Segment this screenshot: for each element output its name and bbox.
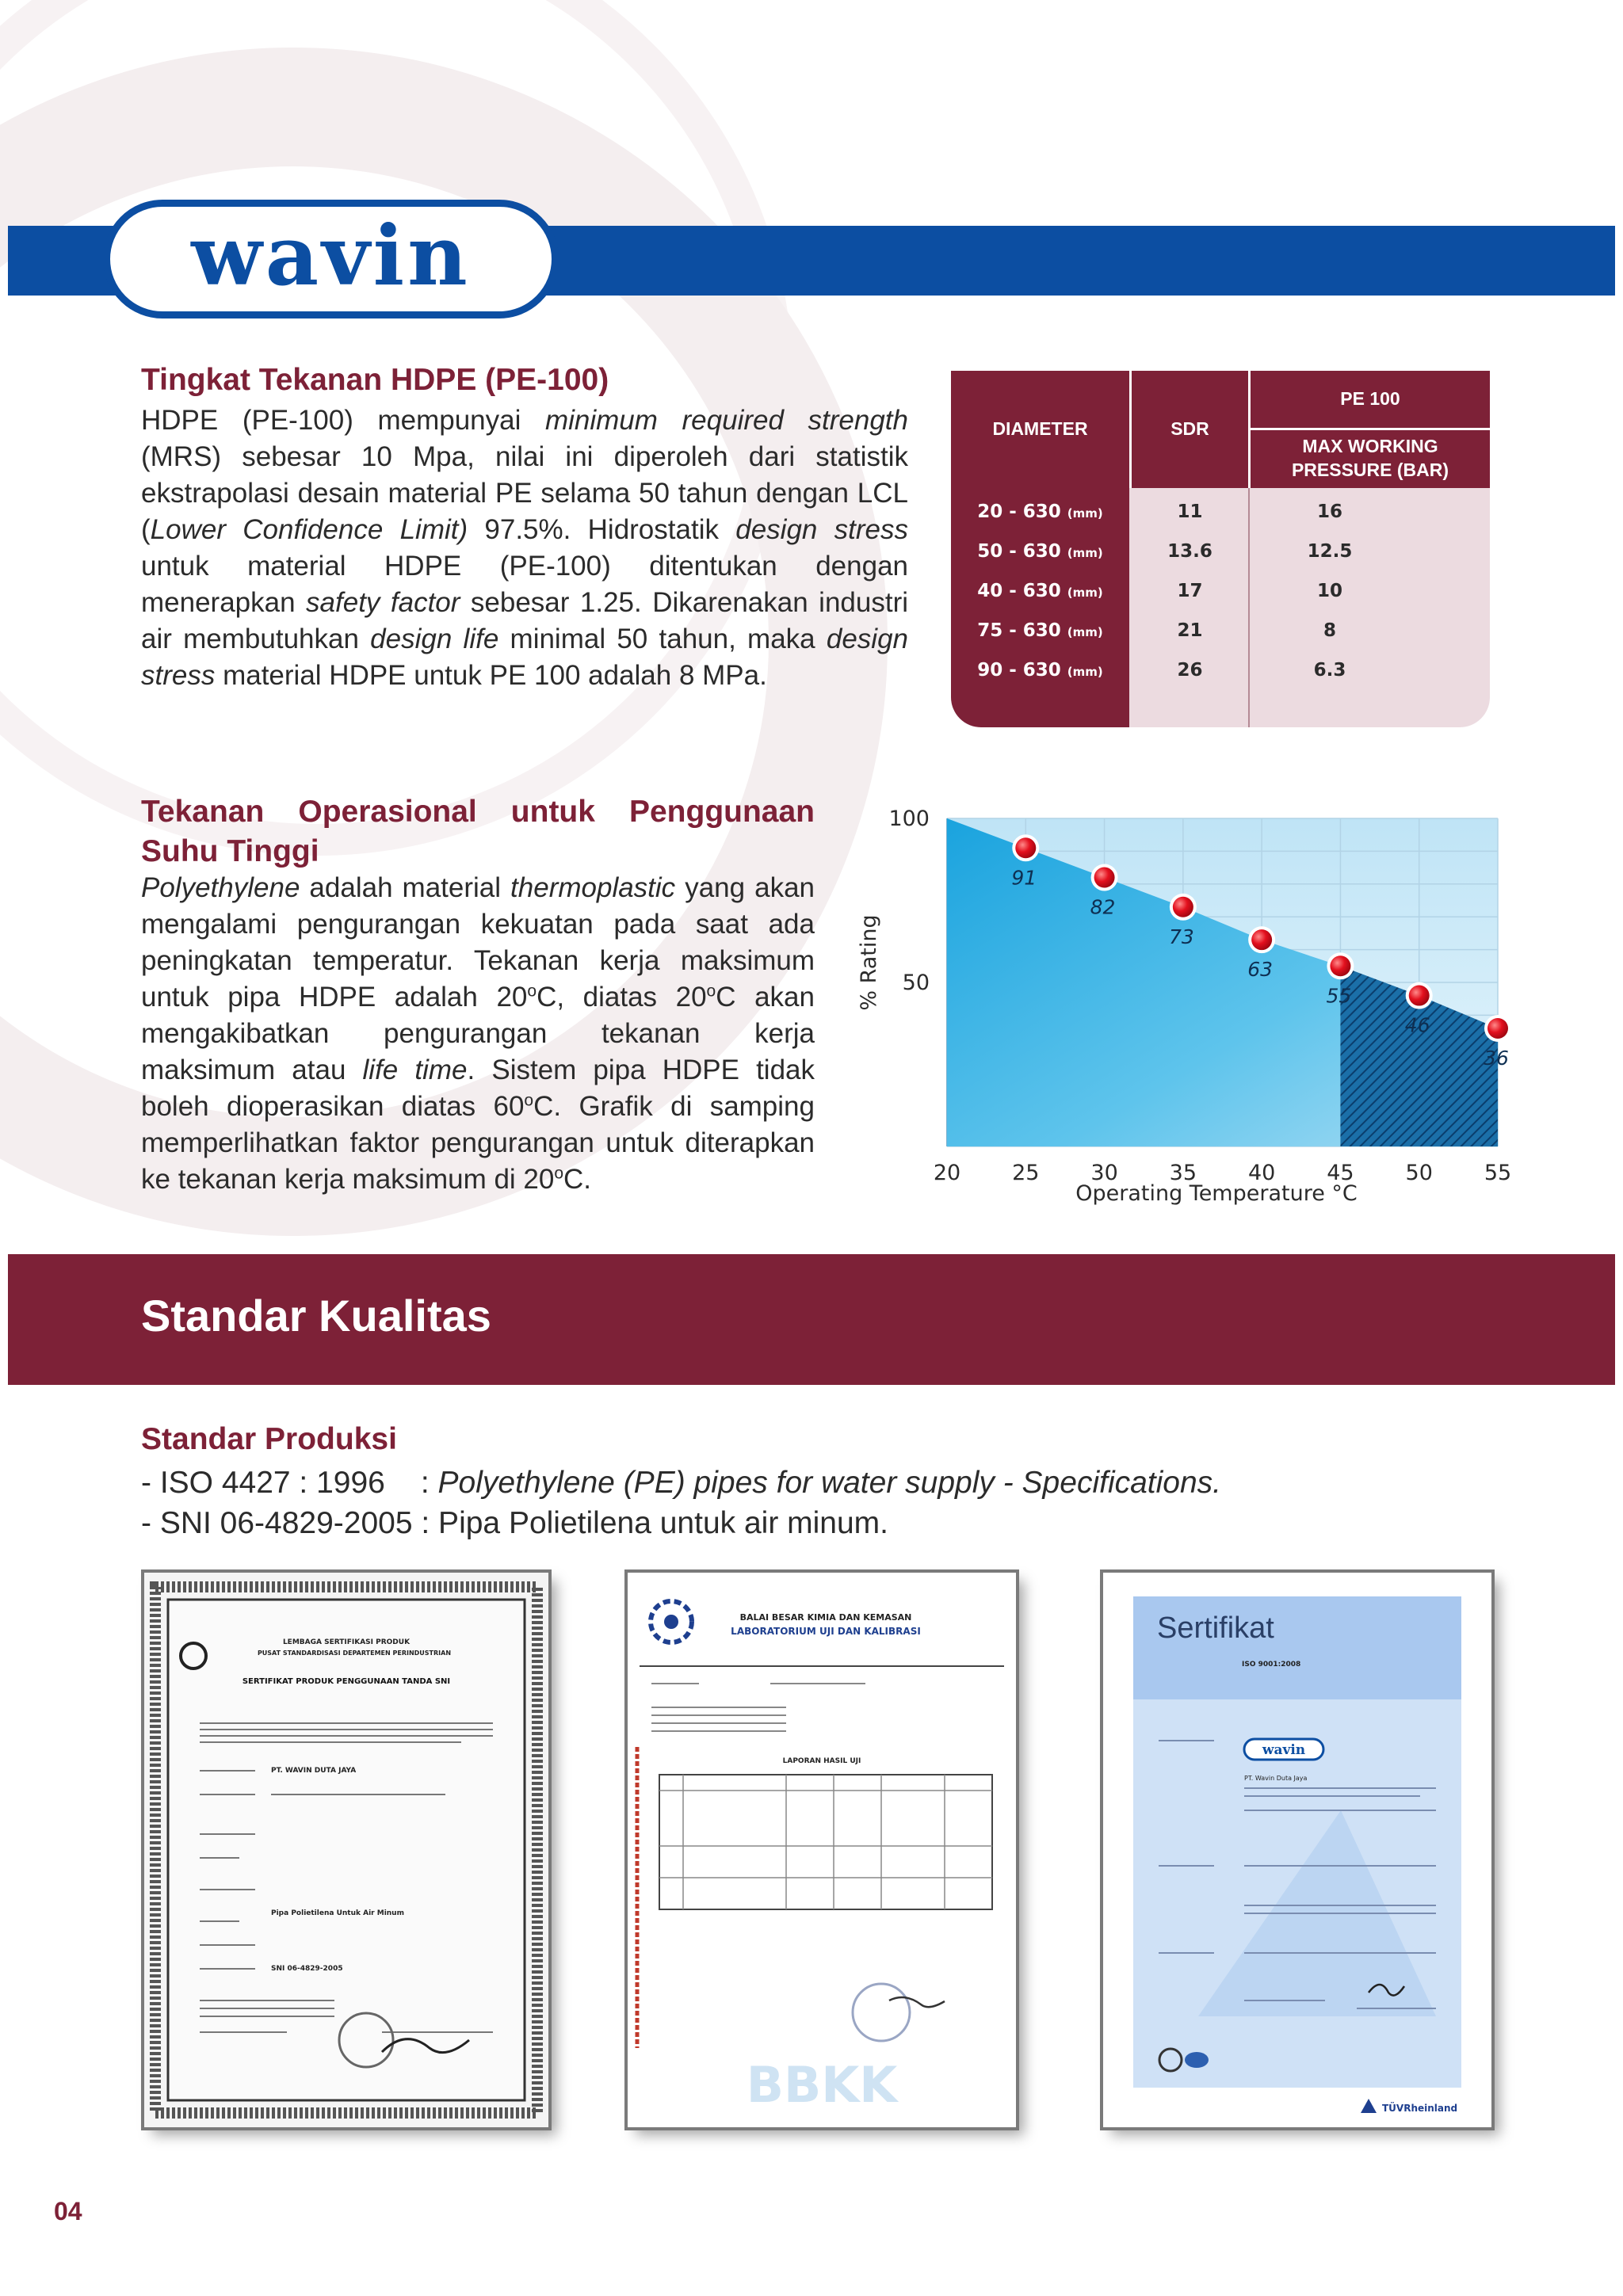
y-tick-label: 50 xyxy=(902,971,930,995)
cert2-subheading: LABORATORIUM UJI DAN KALIBRASI xyxy=(731,1626,921,1637)
cert1-title: SERTIFIKAT PRODUK PENGGUNAAN TANDA SNI xyxy=(242,1677,451,1686)
table-cell-diameter: 75 - 630 (mm) xyxy=(977,620,1103,641)
table-cell-pressure: 6.3 xyxy=(1313,660,1346,681)
cert2-signature xyxy=(889,1997,945,2007)
section-paragraph-pressure-rating: HDPE (PE-100) mempunyai minimum required strength (MRS) sebesar 10 Mpa, nilai ini diperoleh dari statistik ekstrapolasi desain material PE selama 50 tahun dengan LCL (Lower Confidence Limit) 97.5%. Hidrostatik design stress untuk material HDPE (PE-100) ditentukan dengan menerapkan safety factor sebesar 1.25. Dikarenakan industri air membutuhkan design life minimal 50 tahun, maka design stress material HDPE untuk PE 100 adalah 8 MPa. xyxy=(141,405,909,691)
certificate-iso-image xyxy=(1103,1573,1491,2127)
standard-iso-line: - ISO 4427 : 1996 : Polyethylene (PE) pipes for water supply - Specifications. xyxy=(141,1466,1222,1500)
table-divider xyxy=(1251,428,1490,430)
table-header-pe100: PE 100 xyxy=(1340,388,1400,409)
table-cell-diameter: 90 - 630 (mm) xyxy=(977,660,1103,681)
data-point xyxy=(1251,929,1272,950)
temperature-rating-chart xyxy=(856,792,1522,1212)
x-tick-label: 55 xyxy=(1484,1161,1512,1185)
data-point xyxy=(1015,837,1036,858)
cert3-issuer: TÜVRheinland xyxy=(1382,2103,1458,2114)
table-cell-sdr: 21 xyxy=(1177,620,1203,641)
table-cell-diameter: 20 - 630 (mm) xyxy=(977,502,1103,522)
data-label: 46 xyxy=(1404,1013,1430,1037)
wavin-logo xyxy=(103,200,559,318)
section-title-production-standard: Standar Produksi xyxy=(141,1422,397,1456)
cert2-results-table xyxy=(659,1775,992,1909)
section-title-pressure-rating: Tingkat Tekanan HDPE (PE-100) xyxy=(141,363,609,397)
svg-text:wavin: wavin xyxy=(1262,1742,1306,1758)
data-label: 82 xyxy=(1090,895,1116,919)
logo-text: wavin xyxy=(191,207,471,304)
data-label: 55 xyxy=(1326,984,1352,1008)
chart-y-ticks xyxy=(888,807,930,995)
certificate-sni-image xyxy=(144,1573,548,2127)
table-header-diameter: DIAMETER xyxy=(992,418,1088,439)
tuv-logo-icon xyxy=(1361,2099,1377,2113)
table-cell-pressure: 16 xyxy=(1316,502,1342,522)
data-point xyxy=(1173,897,1193,917)
table-cell-sdr: 17 xyxy=(1177,581,1203,601)
cert2-heading: BALAI BESAR KIMIA DAN KEMASAN xyxy=(739,1612,912,1623)
table-cell-sdr: 13.6 xyxy=(1167,541,1212,562)
certificate-bbkk-image xyxy=(628,1573,1016,2127)
x-tick-label: 35 xyxy=(1169,1161,1197,1185)
data-label: 36 xyxy=(1484,1046,1509,1070)
cert1-subheading: PUSAT STANDARDISASI DEPARTEMEN PERINDUSTRIAN xyxy=(257,1650,452,1657)
certificate-sni xyxy=(144,1573,548,2127)
section-title-high-temperature: Tekanan Operasional untuk Penggunaan Suhu Tinggi xyxy=(141,795,815,868)
x-tick-label: 45 xyxy=(1327,1161,1354,1185)
y-tick-label: 100 xyxy=(888,807,930,831)
table-cell-diameter: 40 - 630 (mm) xyxy=(977,581,1103,601)
chart-y-axis-label: % Rating xyxy=(857,914,881,1011)
certificate-bbkk xyxy=(628,1573,1016,2127)
table-cell-pressure: 12.5 xyxy=(1307,541,1353,562)
table-cell-sdr: 26 xyxy=(1177,660,1203,681)
table-cell-pressure: 10 xyxy=(1316,581,1342,601)
cert1-product: Pipa Polietilena Untuk Air Minum xyxy=(271,1909,404,1917)
standard-sni-line: - SNI 06-4829-2005 : Pipa Polietilena untuk air minum. xyxy=(141,1506,889,1540)
cert1-standard: SNI 06-4829-2005 xyxy=(271,1965,343,1973)
x-tick-label: 40 xyxy=(1247,1161,1276,1185)
table-cell-pressure: 8 xyxy=(1323,620,1336,641)
table-cell-diameter: 50 - 630 (mm) xyxy=(977,541,1103,562)
data-point xyxy=(1094,868,1115,888)
data-label: 63 xyxy=(1247,958,1274,982)
x-tick-label: 50 xyxy=(1405,1161,1433,1185)
cert2-watermark: BBKK xyxy=(746,2056,898,2114)
quality-standard-title: Standar Kualitas xyxy=(141,1291,491,1341)
page-number: 04 xyxy=(54,2197,82,2225)
cert3-standard: ISO 9001:2008 xyxy=(1242,1661,1301,1669)
cert1-heading: LEMBAGA SERTIFIKASI PRODUK xyxy=(282,1638,411,1646)
cert2-report-title: LAPORAN HASIL UJI xyxy=(782,1757,861,1765)
cert1-company: PT. WAVIN DUTA JAYA xyxy=(271,1767,357,1775)
cert3-title: Sertifikat xyxy=(1157,1611,1274,1645)
data-point xyxy=(1487,1018,1508,1039)
certificate-iso xyxy=(1103,1573,1491,2127)
table-divider xyxy=(1248,488,1250,727)
data-label: 73 xyxy=(1168,925,1194,948)
chart-x-axis-label: Operating Temperature °C xyxy=(1075,1181,1358,1206)
section-paragraph-high-temperature: Polyethylene adalah material thermoplastic yang akan mengalami pengurangan kekuatan pada saat ada peningkatan temperatur. Tekanan kerja maksimum untuk pipa HDPE adalah 20$^o$C, diatas 20$^o$C akan mengakibatkan pengurangan tekanan kerja maksimum atau life time. Sistem pipa HDPE tidak boleh dioperasikan diatas 60$^o$C. Grafik di samping memperlihatkan faktor pengurangan untuk diterapkan ke tekanan kerja maksimum di 20$^o$C. xyxy=(141,872,815,1195)
pressure-table xyxy=(951,371,1490,727)
data-point xyxy=(1409,986,1430,1006)
table-header-sdr: SDR xyxy=(1170,418,1209,439)
x-tick-label: 30 xyxy=(1090,1161,1118,1185)
cert2-stamp xyxy=(853,1984,910,2041)
data-label: 91 xyxy=(1011,866,1037,890)
x-tick-label: 25 xyxy=(1012,1161,1040,1185)
x-tick-label: 20 xyxy=(933,1161,961,1185)
table-cell-sdr: 11 xyxy=(1177,502,1203,522)
table-header-max-pressure: MAX WORKING PRESSURE (BAR) xyxy=(1291,436,1449,480)
cert3-company: PT. Wavin Duta Jaya xyxy=(1244,1775,1308,1782)
data-point xyxy=(1330,955,1350,976)
